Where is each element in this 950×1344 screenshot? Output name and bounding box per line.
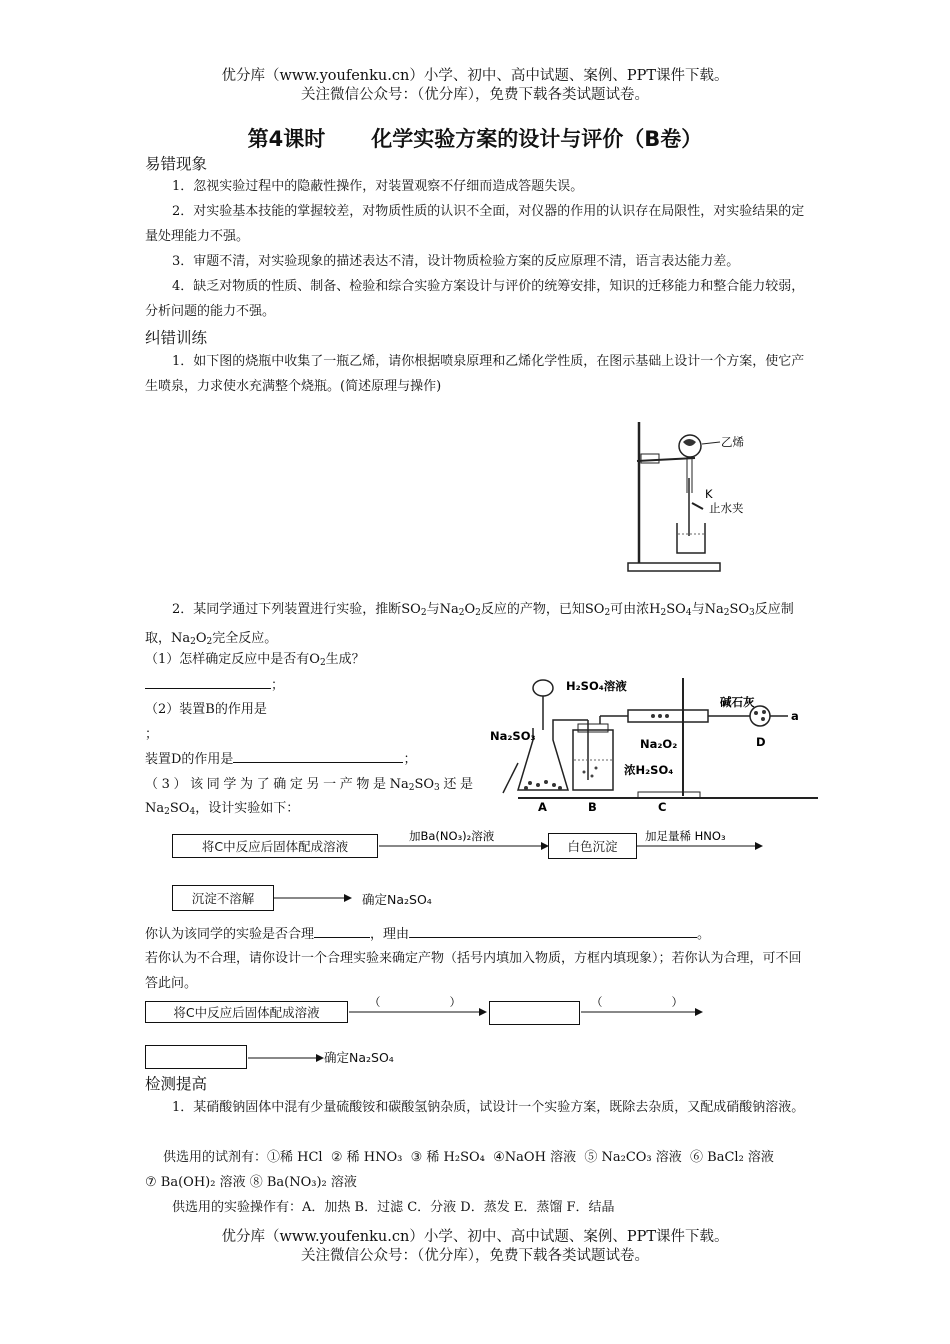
flow1-box-white-ppt: 白色沉淀: [548, 833, 637, 859]
error-2: 2．对实验基本技能的掌握较差，对物质性质的认识不全面，对仪器的作用的认识存在局限性，对实验结果的定量处理能力不强。: [145, 204, 805, 244]
reagents-line-2: ⑦ Ba(OH)₂ 溶液 ⑧ Ba(NO₃)₂ 溶液: [145, 1175, 357, 1190]
judge-line: 你认为该同学的实验是否合理 ，理由 。: [145, 922, 813, 947]
flow2-arrow-1: [349, 996, 489, 1026]
error-4: 4．缺乏对物质的性质、制备、检验和综合实验方案设计与评价的统筹安排，知识的迁移能力和整合能力较弱，分析问题的能力不强。: [145, 279, 805, 319]
label-A: A: [538, 800, 547, 814]
flow2-box-blank[interactable]: [489, 1001, 580, 1025]
reaction-apparatus-figure: [488, 668, 823, 814]
label-a-outlet: a: [791, 709, 799, 723]
label-D: D: [756, 735, 766, 749]
error-3: 3．审题不清，对实验现象的描述表达不清，设计物质检验方案的反应原理不清，语言表达能力差。: [172, 254, 740, 269]
flow2-box-blank-2[interactable]: [145, 1045, 247, 1069]
footer-line-1: 优分库（www.youfenku.cn）小学、初中、高中试题、案例、PPT课件下载。: [221, 1229, 729, 1245]
flow1-box-solution: 将C中反应后固体配成溶液: [172, 834, 378, 858]
section-errors: 易错现象: [145, 155, 208, 173]
operations-line: 供选用的实验操作有：A．加热 B．过滤 C．分液 D．蒸发 E．蒸馏 F．结晶: [172, 1200, 615, 1215]
label-na2so3: Na₂SO₃: [490, 729, 536, 743]
label-h2so4-sol: H₂SO₄溶液: [566, 679, 627, 693]
header-line-1: 优分库（www.youfenku.cn）小学、初中、高中试题、案例、PPT课件下载。: [221, 68, 729, 84]
flow1-arrow-1: [379, 826, 549, 862]
test-question-1: 1．某硝酸钠固体中混有少量硫酸铵和碳酸氢钠杂质，试设计一个实验方案，既除去杂质，又配成硝酸钠溶液。: [172, 1100, 805, 1115]
flow2-box-solution: 将C中反应后固体配成溶液: [145, 1001, 348, 1023]
flow2-result: 确定Na₂SO₄: [324, 1050, 394, 1065]
question-2-intro: 2．某同学通过下列装置进行实验，推断$SO_2$与$Na_2O_2$反应的产物，已知$SO_2$可由浓$H_2SO_4$与$Na_2SO_3$反应制取，$Na_2O_2$完全反应。: [145, 602, 794, 647]
flow2-paren-2[interactable]: （ ）: [591, 996, 683, 1009]
header-line-2: 关注微信公众号：（优分库），免费下载各类试题试卷。: [301, 87, 649, 103]
error-1: 1．忽视实验过程中的隐蔽性操作，对装置观察不仔细而造成答题失误。: [172, 179, 584, 194]
flow1-arrow-1-label: 加Ba(NO₃)₂溶液: [409, 829, 495, 843]
fountain-apparatus-figure: [625, 418, 785, 578]
page-title: [0, 123, 950, 153]
label-conc-h2so4: 浓H₂SO₄: [624, 763, 674, 777]
title-lesson: 第4课时: [247, 127, 326, 151]
label-ethylene: 乙烯: [721, 435, 744, 449]
flow2-paren-1[interactable]: （ ）: [369, 996, 461, 1009]
instruction-text: 若你认为不合理，请你设计一个合理实验来确定产物（括号内填加入物质，方框内填现象）；若你认为合理，可不回答此问。: [145, 951, 802, 991]
label-clamp: 止水夹: [709, 501, 744, 515]
section-test: 检测提高: [145, 1075, 208, 1093]
label-soda-lime: 碱石灰: [720, 695, 755, 709]
label-B: B: [588, 800, 597, 814]
flow1-arrow-2: [637, 826, 767, 862]
label-na2o2: Na₂O₂: [640, 737, 678, 751]
question-2-sub4-cont: $Na_2SO_4$，设计实验如下：: [145, 801, 300, 817]
flow2-arrow-2: [581, 996, 706, 1026]
reagents-line-1: 供选用的试剂有：①稀 HCl ② 稀 HNO₃ ③ 稀 H₂SO₄ ④NaOH 溶液 ⑤ Na₂CO₃ 溶液 ⑥ BaCl₂ 溶液: [163, 1150, 774, 1165]
label-k: K: [705, 487, 713, 501]
question-2-sub4: （3）该同学为了确定另一产物是$Na_2SO_3$还是: [145, 777, 473, 793]
section-correction: 纠错训练: [145, 329, 208, 347]
answer-line-1: ；: [145, 673, 505, 698]
question-2-sub1: （1）怎样确定反应中是否有$O_2$生成？: [145, 652, 365, 668]
answer-blank-judge[interactable]: [314, 923, 370, 938]
answer-blank-1[interactable]: [145, 674, 271, 689]
footer-line-2: 关注微信公众号：（优分库），免费下载各类试题试卷。: [301, 1248, 649, 1264]
question-2-sub3: 装置D的作用是 ；: [145, 747, 505, 772]
flow1-box-insoluble: 沉淀不溶解: [172, 885, 274, 911]
title-topic: 化学实验方案的设计与评价（B卷）: [371, 127, 703, 151]
label-C: C: [658, 800, 667, 814]
question-1: 1．如下图的烧瓶中收集了一瓶乙烯，请你根据喷泉原理和乙烯化学性质，在图示基础上设计一个方案，使它产生喷泉，力求使水充满整个烧瓶。(简述原理与操作): [145, 354, 805, 394]
question-2-sub2-semicolon: ；: [145, 727, 159, 742]
question-2-sub2: （2）装置B的作用是: [145, 702, 267, 717]
answer-blank-d[interactable]: [233, 748, 403, 763]
answer-blank-reason[interactable]: [409, 923, 697, 938]
flow1-arrow-2-label: 加足量稀 HNO₃: [645, 829, 726, 843]
flow1-result: 确定Na₂SO₄: [362, 892, 432, 907]
flow2-arrow-3: [248, 1050, 326, 1066]
flow1-arrow-3: [274, 890, 354, 906]
